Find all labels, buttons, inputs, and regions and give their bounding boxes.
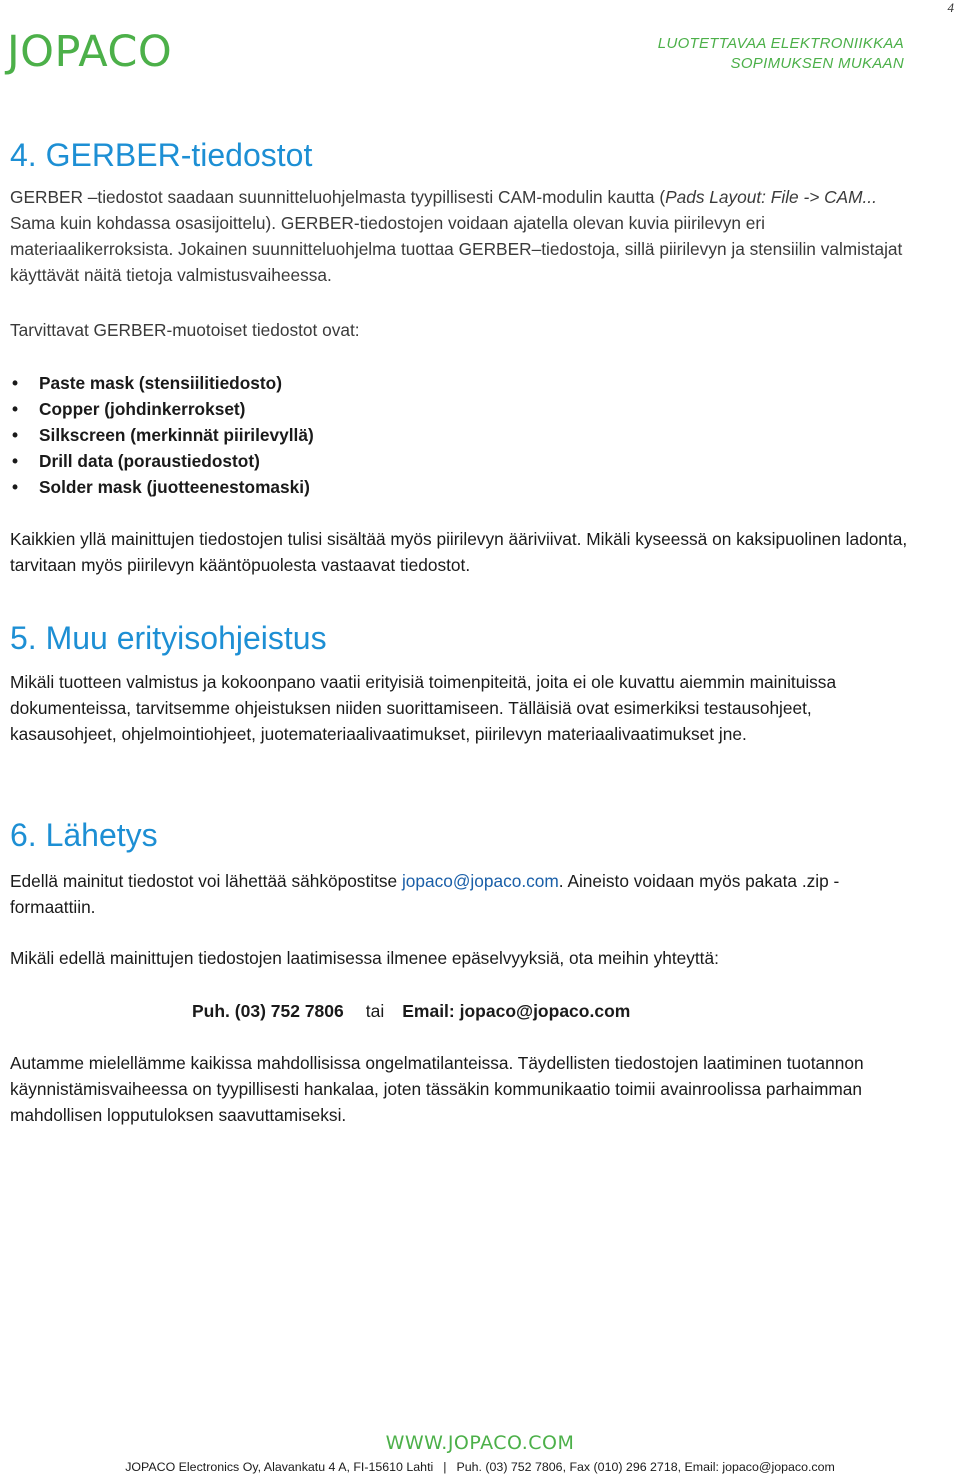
jopaco-logo: JOPACO (7, 27, 173, 77)
page-number: 4 (947, 0, 954, 15)
footer-separator: | (443, 1460, 447, 1474)
footer-address: JOPACO Electronics Oy, Alavankatu 4 A, FI-15610 Lahti (125, 1460, 434, 1474)
contact-line (192, 997, 630, 1025)
contact-or: tai (365, 1001, 385, 1021)
section-4-title: 4. GERBER-tiedostot (10, 137, 313, 173)
section-6-title: 6. Lähetys (10, 817, 158, 853)
list-item: • Paste mask (stensiilitiedosto) (10, 370, 314, 396)
section-5-text: Mikäli tuotteen valmistus ja kokoonpano vaatii erityisiä toimenpiteitä, joita ei ole kuvattu aiemmin mainituissa dokumenteissa, tarvitsemme ohjeistuksen niiden suorittamiseen. Tälläisiä ovat esimerkiksi testausohjeet, kasausohjeet, ohjelmointiohjeet, juotemateriaalivaatimukset, piirilevyn materiaalivaatimukset jne. (10, 672, 837, 744)
send-instructions (10, 868, 910, 920)
tagline (658, 34, 904, 74)
footer-website[interactable]: WWW.JOPACO.COM (385, 1432, 575, 1454)
intro-text-2: Sama kuin kohdassa osasijoittelu). GERBER-tiedostojen voidaan ajatella olevan kuvia piirilevyn eri materiaalikerroksista. Jokainen suunnitteluohjelma tuottaa GERBER–tiedostoja, sillä piirilevyn ja stensiilin valmistajat käyttävät näitä tietoja valmistusvaiheessa. (10, 213, 903, 285)
email-link[interactable]: jopaco@jopaco.com (401, 871, 559, 891)
list-item: • Drill data (poraustiedostot) (10, 448, 314, 474)
intro-italic-2: File -> CAM... (770, 187, 877, 207)
needed-files-label: Tarvittavat GERBER-muotoiset tiedostot ovat: (10, 320, 360, 340)
list-item: • Solder mask (juotteenestomaski) (10, 474, 314, 500)
section-5-title: 5. Muu erityisohjeistus (10, 620, 327, 656)
footer-contacts: Puh. (03) 752 7806, Fax (010) 296 2718, Email: jopaco@jopaco.com (456, 1460, 835, 1474)
closing-text: Autamme mielellämme kaikissa mahdollisissa ongelmatilanteissa. Täydellisten tiedostojen laatiminen tuotannon käynnistämisvaiheessa on tyypillisesti hankalaa, joten tässäkin kommunikaatio toimii avainroolissa parhaimman mahdollisen lopputuloksen saavuttamiseksi. (10, 1053, 864, 1125)
list-item: • Silkscreen (merkinnät piirilevyllä) (10, 422, 314, 448)
gerber-file-list (10, 370, 314, 500)
outline-note: Kaikkien yllä mainittujen tiedostojen tulisi sisältää myös piirilevyn ääriviivat. Mikäli kyseessä on kaksipuolinen ladonta, tarvitaan myös piirilevyn kääntöpuolesta vastaavat tiedostot. (10, 529, 908, 575)
send-text-after: . Aineisto voidaan myös pakata .zip -formaattiin. (10, 871, 840, 917)
intro-text-1: GERBER –tiedostot saadaan suunnitteluohjelmasta tyypillisesti CAM-modulin kautta ( (10, 187, 666, 207)
footer-contact-info (0, 1460, 960, 1474)
contact-email: Email: jopaco@jopaco.com (402, 1001, 631, 1021)
questions-text: Mikäli edellä mainittujen tiedostojen laatimisessa ilmenee epäselvyyksiä, ota meihin yhteyttä: (10, 948, 719, 968)
tagline-line-1: LUOTETTAVAA ELEKTRONIIKKAA (657, 35, 904, 52)
section-4-intro (10, 184, 910, 288)
tagline-line-2: SOPIMUKSEN MUKAAN (730, 55, 904, 72)
contact-phone: Puh. (03) 752 7806 (192, 1001, 344, 1021)
list-item: • Copper (johdinkerrokset) (10, 396, 314, 422)
send-text-before: Edellä mainitut tiedostot voi lähettää sähköpostitse (10, 871, 402, 891)
intro-italic: Pads Layout: (665, 187, 766, 207)
